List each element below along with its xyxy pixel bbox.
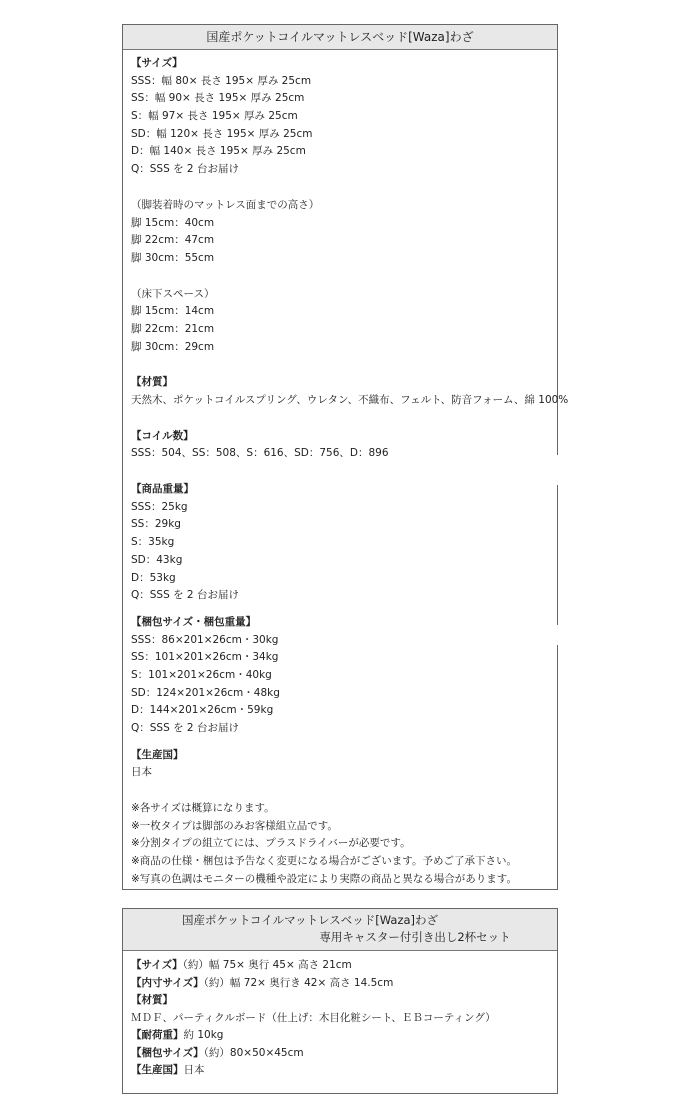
drawer-spec-value: 約 10kg [183, 1029, 224, 1041]
size-heading: 【サイズ】 [131, 57, 183, 69]
mattress-height-heading: （脚装着時のマットレス面までの高さ） [131, 198, 320, 211]
drawer-spec-row [131, 1062, 549, 1080]
drawer-spec-label: 【生産国】 [131, 1064, 184, 1076]
drawer-title-line2: 専用キャスター付引き出し2杯セット [319, 930, 511, 944]
weight-heading: 【商品重量】 [131, 483, 194, 496]
drawer-spec-label: 【耐荷重】 [131, 1029, 184, 1041]
note-line: ※商品の仕様・梱包は予告なく変更になる場合がございます。予めご了承下さい。 [131, 855, 517, 868]
weight-line: SD：43kg [131, 553, 183, 566]
note-line: ※一枚タイプは脚部のみお客様組立品です。 [131, 819, 338, 832]
drawer-title-line1: 国産ポケットコイルマットレスベッド[Waza]わざ [181, 913, 439, 927]
drawer-spec-label: 【材質】 [131, 994, 173, 1006]
note-line: ※分割タイプの組立てには、プラスドライバーが必要です。 [131, 837, 411, 850]
package-line: S：101×201×26cm・40kg [131, 668, 272, 681]
note-line: ※写真の色調はモニターの機種や設定により実際の商品と異なる場合があります。 [131, 872, 517, 885]
underfloor-line: 脚 15cm：14cm [131, 305, 215, 318]
material-heading: 【材質】 [131, 376, 173, 389]
size-line: S：幅 97× 長さ 195× 厚み 25cm [131, 110, 298, 123]
note-line: ※各サイズは概算になります。 [131, 802, 275, 815]
size-line: SD：幅 120× 長さ 195× 厚み 25cm [131, 127, 313, 140]
mattress-height-line: 脚 15cm：40cm [131, 216, 215, 229]
drawer-spec-label: 【サイズ】 [131, 959, 183, 971]
package-line: Q：SSS を 2 台お届け [131, 722, 239, 734]
origin-text: 日本 [131, 766, 152, 779]
origin-heading: 【生産国】 [131, 748, 184, 761]
product-title: 国産ポケットコイルマットレスベッド[Waza]わざ [123, 25, 557, 50]
weight-line: S：35kg [131, 536, 175, 549]
drawer-product-title [123, 909, 557, 951]
weight-line: Q：SSS を 2 台お届け [131, 589, 239, 602]
size-line: SSS：幅 80× 長さ 195× 厚み 25cm [131, 74, 312, 87]
package-heading: 【梱包サイズ・梱包重量】 [131, 615, 257, 628]
underfloor-line: 脚 22cm：21cm [131, 322, 215, 335]
underfloor-heading: （床下スペース） [131, 287, 215, 300]
drawer-spec-label: 【梱包サイズ】 [131, 1046, 204, 1059]
drawer-spec-box [122, 908, 558, 1094]
drawer-spec-row [131, 1027, 549, 1045]
weight-line: SS：29kg [131, 518, 181, 531]
drawer-spec-row [131, 975, 549, 993]
package-line: SS：101×201×26cm・34kg [131, 651, 279, 664]
weight-line: SSS：25kg [131, 500, 188, 513]
drawer-spec-value: 日本 [183, 1064, 205, 1076]
coil-heading: 【コイル数】 [131, 429, 194, 442]
drawer-spec-row [131, 957, 549, 975]
drawer-spec-label: 【内寸サイズ】 [131, 976, 204, 989]
drawer-spec-value: （約）幅 72× 奥行き 42× 高さ 14.5cm [203, 976, 394, 989]
product-spec-box [122, 24, 569, 890]
drawer-spec-content [123, 951, 557, 1080]
package-line: D：144×201×26cm・59kg [131, 704, 274, 717]
weight-line: D：53kg [131, 571, 176, 584]
package-line: SD：124×201×26cm・48kg [131, 686, 280, 699]
mattress-height-line: 脚 22cm：47cm [131, 234, 215, 247]
drawer-spec-value: （約）幅 75× 奥行 45× 高さ 21cm [182, 959, 352, 971]
drawer-spec-value: （約）80×50×45cm [203, 1046, 304, 1059]
size-line: Q：SSS を 2 台お届け [131, 163, 239, 176]
drawer-spec-row [131, 1045, 549, 1063]
coil-text: SSS：504、SS：508、S：616、SD：756、D：896 [131, 447, 389, 460]
underfloor-line: 脚 30cm：29cm [131, 340, 215, 353]
mattress-height-line: 脚 30cm：55cm [131, 251, 215, 264]
material-text: 天然木、ポケットコイルスプリング、ウレタン、不織布、フェルト、防音フォーム、綿 100% [131, 394, 569, 406]
drawer-spec-row [131, 1010, 549, 1028]
package-line: SSS：86×201×26cm・30kg [131, 633, 279, 646]
drawer-spec-row [131, 992, 549, 1010]
size-line: SS：幅 90× 長さ 195× 厚み 25cm [131, 92, 305, 105]
drawer-spec-value: ＭＤＦ、パーティクルボード（仕上げ：木目化粧シート、ＥＢコーティング） [131, 1011, 496, 1024]
spec-content [123, 50, 569, 889]
size-line: D：幅 140× 長さ 195× 厚み 25cm [131, 145, 306, 158]
